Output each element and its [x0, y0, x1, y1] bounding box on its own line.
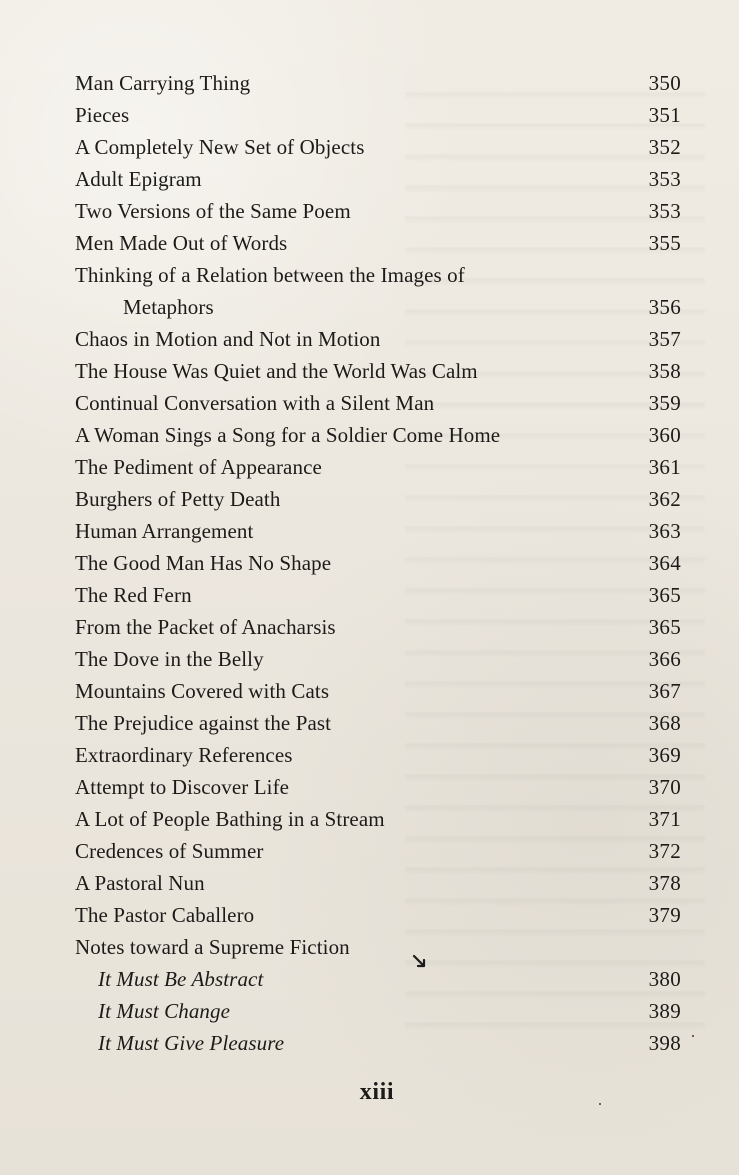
- toc-row: [75, 292, 681, 322]
- toc-entry-page-number: 362: [648, 487, 681, 511]
- toc-row: [75, 388, 681, 418]
- toc-entry-page-number: 353: [648, 199, 681, 223]
- toc-entry-page-number: 370: [648, 775, 681, 799]
- toc-entry-page-number: 350: [648, 71, 681, 95]
- toc-row: [75, 548, 681, 578]
- toc-entry-title: Chaos in Motion and Not in Motion: [75, 327, 381, 351]
- toc-entry-page-number: 398: [648, 1031, 681, 1055]
- toc-row: [75, 228, 681, 258]
- toc-entry-title: A Woman Sings a Song for a Soldier Come Home: [75, 423, 501, 447]
- toc-row: [75, 708, 681, 738]
- toc-row: [75, 932, 681, 962]
- toc-entry-page-number: 367: [648, 679, 681, 703]
- toc-entry-title: Extraordinary References: [75, 743, 293, 767]
- toc-entry-title: The Pastor Caballero: [75, 903, 255, 927]
- toc-entry-title: Pieces: [75, 103, 130, 127]
- toc-entry-title: The Prejudice against the Past: [75, 711, 332, 735]
- page-folio: xiii: [359, 1079, 395, 1105]
- toc-entry-title: It Must Change: [98, 999, 231, 1023]
- toc-entry-page-number: 360: [648, 423, 681, 447]
- toc-row: [75, 356, 681, 386]
- toc-entry-page-number: 372: [648, 839, 681, 863]
- toc-entry-title: It Must Give Pleasure: [98, 1031, 285, 1055]
- toc-row: [75, 868, 681, 898]
- toc-entry-page-number: 358: [648, 359, 681, 383]
- toc-row: [75, 836, 681, 866]
- toc-entry-page-number: 352: [648, 135, 681, 159]
- toc-row: [75, 996, 681, 1026]
- toc-row: [75, 772, 681, 802]
- table-of-contents: [75, 68, 681, 1058]
- toc-entry-page-number: 355: [648, 231, 681, 255]
- toc-entry-title: Credences of Summer: [75, 839, 264, 863]
- toc-entry-title: The Red Fern: [75, 583, 192, 607]
- toc-entry-page-number: 366: [648, 647, 681, 671]
- toc-row: [75, 1028, 681, 1058]
- toc-entry-title: The Pediment of Appearance: [75, 455, 322, 479]
- toc-entry-page-number: 389: [648, 999, 681, 1023]
- toc-entry-title: The Dove in the Belly: [75, 647, 264, 671]
- paper-speck: [692, 1035, 694, 1037]
- toc-row: [75, 612, 681, 642]
- toc-row: [75, 740, 681, 770]
- toc-row: [75, 68, 681, 98]
- toc-entry-title: Human Arrangement: [75, 519, 254, 543]
- toc-entry-page-number: 368: [648, 711, 681, 735]
- toc-row: [75, 484, 681, 514]
- toc-entry-title: The Good Man Has No Shape: [75, 551, 332, 575]
- toc-row: [75, 900, 681, 930]
- toc-entry-page-number: 359: [648, 391, 681, 415]
- toc-entry-title: From the Packet of Anacharsis: [75, 615, 336, 639]
- toc-row: [75, 420, 681, 450]
- toc-entry-page-number: 353: [648, 167, 681, 191]
- toc-entry-page-number: 371: [648, 807, 681, 831]
- toc-row: [75, 324, 681, 354]
- arrow-mark-icon: [410, 952, 428, 970]
- toc-row: [75, 164, 681, 194]
- toc-entry-title: Men Made Out of Words: [75, 231, 288, 255]
- toc-entry-page-number: 378: [648, 871, 681, 895]
- toc-entry-page-number: 364: [648, 551, 681, 575]
- toc-entry-title: Mountains Covered with Cats: [75, 679, 330, 703]
- toc-entry-title: Metaphors: [123, 295, 214, 319]
- toc-entry-title: Attempt to Discover Life: [75, 775, 290, 799]
- toc-row: [75, 644, 681, 674]
- toc-entry-title: A Lot of People Bathing in a Stream: [75, 807, 385, 831]
- toc-entry-title: Thinking of a Relation between the Images of: [75, 263, 465, 287]
- toc-row: [75, 516, 681, 546]
- toc-row: [75, 452, 681, 482]
- toc-entry-page-number: 380: [648, 967, 681, 991]
- toc-entry-title: The House Was Quiet and the World Was Calm: [75, 359, 478, 383]
- toc-entry-title: Adult Epigram: [75, 167, 202, 191]
- toc-row: [75, 804, 681, 834]
- toc-entry-page-number: 361: [648, 455, 681, 479]
- toc-entry-title: Two Versions of the Same Poem: [75, 199, 351, 223]
- toc-row: [75, 100, 681, 130]
- toc-entry-title: A Completely New Set of Objects: [75, 135, 365, 159]
- toc-row: [75, 132, 681, 162]
- toc-entry-title: A Pastoral Nun: [75, 871, 205, 895]
- toc-entry-title: Man Carrying Thing: [75, 71, 251, 95]
- toc-entry-page-number: 363: [648, 519, 681, 543]
- toc-entry-page-number: 356: [648, 295, 681, 319]
- toc-row: [75, 196, 681, 226]
- toc-row: [75, 260, 681, 290]
- toc-entry-page-number: 365: [648, 583, 681, 607]
- toc-entry-page-number: 351: [648, 103, 681, 127]
- toc-entry-page-number: 365: [648, 615, 681, 639]
- paper-speck: [599, 1103, 601, 1105]
- toc-row: [75, 964, 681, 994]
- toc-row: [75, 676, 681, 706]
- toc-entry-title: Notes toward a Supreme Fiction: [75, 935, 350, 959]
- toc-row: [75, 580, 681, 610]
- toc-entry-title: Continual Conversation with a Silent Man: [75, 391, 435, 415]
- toc-entry-title: It Must Be Abstract: [98, 967, 264, 991]
- toc-entry-page-number: 369: [648, 743, 681, 767]
- toc-entry-page-number: 379: [648, 903, 681, 927]
- toc-entry-page-number: 357: [648, 327, 681, 351]
- toc-entry-title: Burghers of Petty Death: [75, 487, 281, 511]
